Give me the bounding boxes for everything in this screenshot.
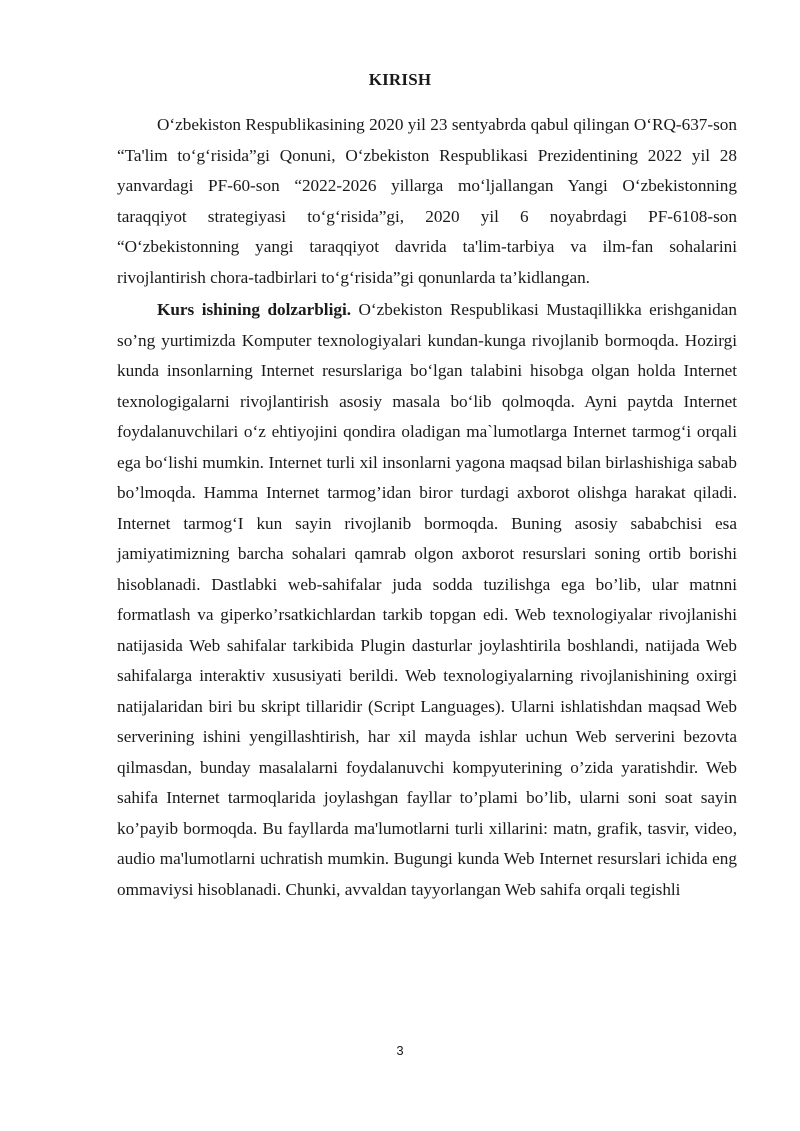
paragraph-intro — [117, 110, 737, 293]
page-number: 3 — [396, 1043, 404, 1058]
body-text — [117, 110, 737, 905]
paragraph-relevance-text: O‘zbekiston Respublikasi Mustaqillikka erishganidan so’ng yurtimizda Komputer texnologiyalari kundan-kunga rivojlanib bormoqda. Hozirgi kunda insonlarning Internet resurslariga bo‘lgan talabini hisobga olgan holda Internet texnologigalarni rivojlantirish asosiy masala bo‘lib qolmoqda. Ayni paytda Internet foydalanuvchilari o‘z ehtiyojini qondira oladigan ma`lumotlarga Internet tarmog‘i orqali ega bo‘lishi mumkin. Internet turli xil insonlarni yagona maqsad bilan birlashishiga sabab bo’lmoqda. Hamma Internet tarmog’idan biror turdagi axborot olishga harakat qiladi. Internet tarmog‘I kun sayin rivojlanib bormoqda. Buning asosiy sababchisi esa jamiyatimizning barcha sohalari qamrab olgon axborot resurslari soning ortib borishi hisoblanadi. Dastlabki web-sahifalar juda sodda tuzilishga ega bo’lib, ular matnni formatlash va giperko’rsatkichlardan tarkib topgan edi. Web texnologiyalar rivojlanishi natijasida Web sahifalar tarkibida Plugin dasturlar joylashtirila boshlandi, natijada Web sahifalarga interaktiv xususiyati berildi. Web texnologiyalarning rivojlanishining oxirgi natijalaridan biri bu skript tillaridir (Script Languages). Ularni ishlatishdan maqsad Web serverining ishini yengillashtirish, har xil mayda ishlar uchun Web serverini bezovta qilmasdan, bunday masalalarni foydalanuvchi kompyuterining o’zida yaratishdir. Web sahifa Internet tarmoqlarida joylashgan fayllar to’plami bo’lib, ularni soni soat sayin ko’payib bormoqda. Bu fayllarda ma'lumotlarni turli xillarini: matn, grafik, tasvir, video, audio ma'lumotlarni uchratish mumkin. Bugungi kunda Web Internet resurslari ichida eng ommaviysi hisoblanadi. Chunki, avvaldan tayyorlangan Web sahifa orqali tegishli — [117, 300, 737, 899]
section-title: KIRISH — [368, 70, 432, 89]
paragraph-intro-text: O‘zbekiston Respublikasining 2020 yil 23 sentyabrda qabul qilingan O‘RQ-637-son “Ta'lim to‘g‘risida”gi Qonuni, O‘zbekiston Respublikasi Prezidentining 2022 yil 28 yanvardagi PF-60-son “2022-2026 yillarga mo‘ljallangan Yangi O‘zbekistonning taraqqiyot strategiyasi to‘g‘risida”gi, 2020 yil 6 noyabrdagi PF-6108-son “O‘zbekistonning yangi taraqqiyot davrida ta'lim-tarbiya va ilm-fan sohalarini rivojlantirish chora-tadbirlari to‘g‘risida”gi qonunlarda ta’kidlangan. — [117, 115, 737, 287]
paragraph-relevance — [117, 295, 737, 905]
paragraph-relevance-heading: Kurs ishining dolzarbligi. — [157, 300, 352, 319]
